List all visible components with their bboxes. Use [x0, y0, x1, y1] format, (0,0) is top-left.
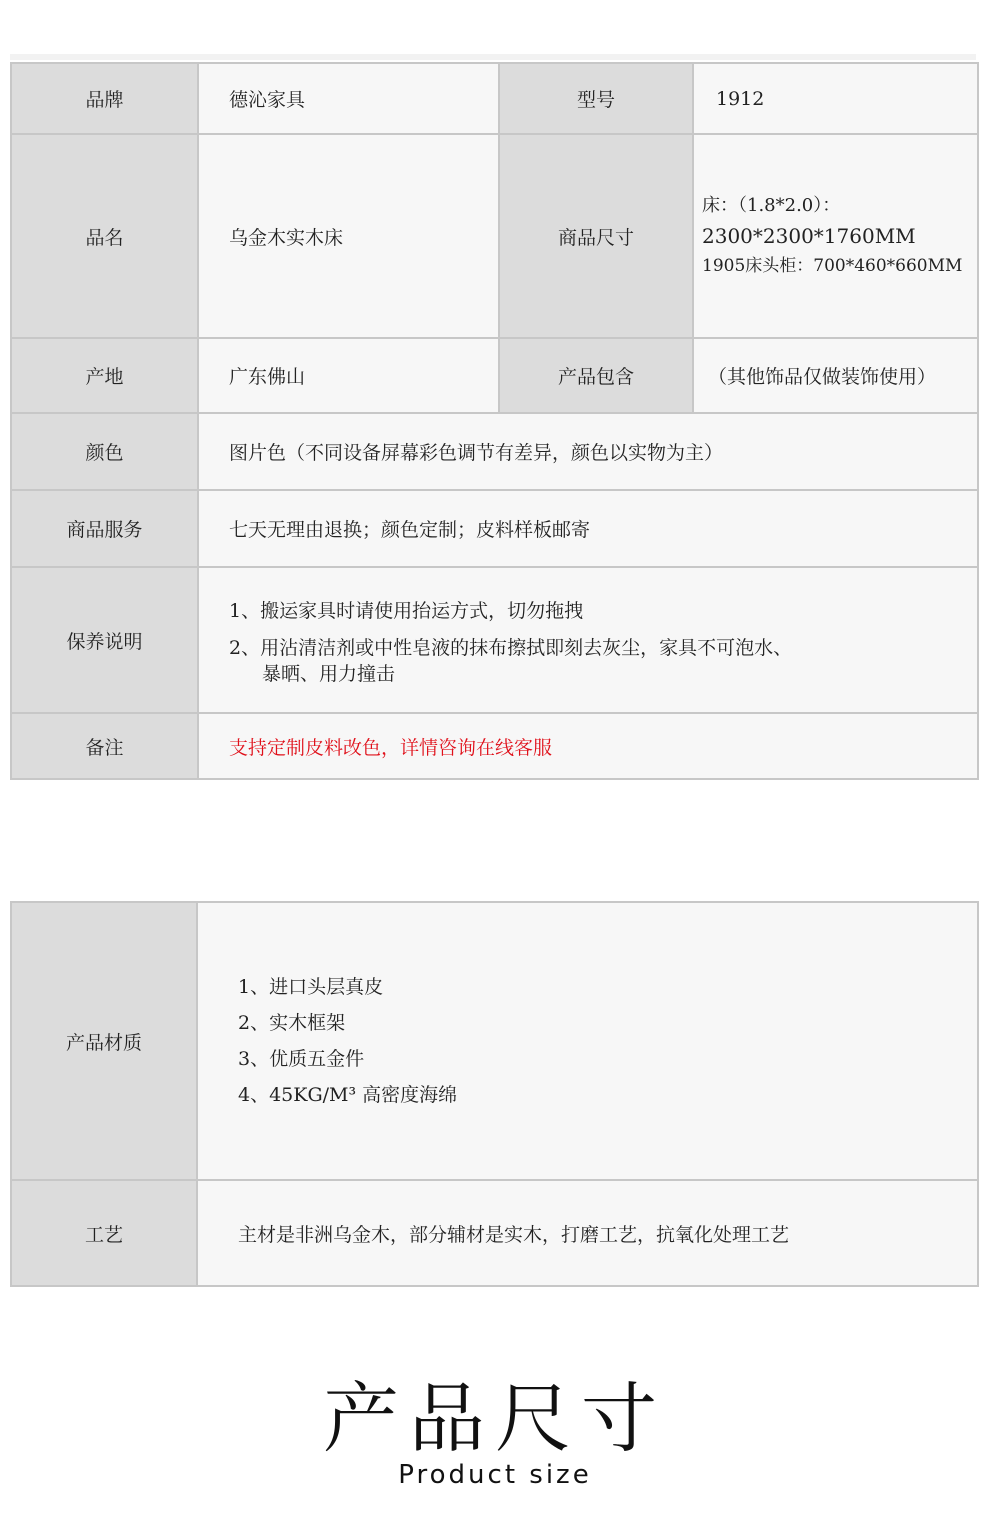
material-value [197, 902, 978, 1180]
material-label: 产品材质 [11, 902, 197, 1180]
service-value: 七天无理由退换；颜色定制；皮料样板邮寄 [198, 490, 978, 567]
size-label: 商品尺寸 [499, 134, 693, 338]
care-label: 保养说明 [11, 567, 198, 713]
material-line: 3、优质五金件 [238, 1048, 365, 1070]
service-label: 商品服务 [11, 490, 198, 567]
material-line: 4、45KG/M³ 高密度海绵 [238, 1084, 458, 1106]
model-value: 1912 [693, 63, 978, 134]
spec-table [10, 62, 979, 780]
note-label: 备注 [11, 713, 198, 779]
craft-label: 工艺 [11, 1180, 197, 1286]
product-name-label: 品名 [11, 134, 198, 338]
care-value [198, 567, 978, 713]
size-line: 床：（1.8*2.0）： [702, 195, 841, 216]
material-table [10, 901, 979, 1287]
care-line: 1、搬运家具时请使用抬运方式，切勿拖拽 [229, 600, 584, 622]
table-row [11, 490, 978, 567]
table-row [11, 567, 978, 713]
table-row [11, 338, 978, 413]
section-title-en: Product size [398, 1460, 592, 1490]
table-row [11, 63, 978, 134]
note-value: 支持定制皮料改色，详情咨询在线客服 [198, 713, 978, 779]
size-line: 2300*2300*1760MM [702, 224, 916, 248]
size-line: 1905床头柜：700*460*660MM [702, 256, 963, 276]
craft-value: 主材是非洲乌金木，部分辅材是实木，打磨工艺，抗氧化处理工艺 [197, 1180, 978, 1286]
origin-label: 产地 [11, 338, 198, 413]
table-row [11, 902, 978, 1180]
section-title-zh: 产品尺寸 [323, 1374, 667, 1463]
size-value [693, 134, 978, 338]
includes-label: 产品包含 [499, 338, 693, 413]
model-label: 型号 [499, 63, 693, 134]
color-label: 颜色 [11, 413, 198, 490]
product-name-value: 乌金木实木床 [198, 134, 499, 338]
color-value: 图片色（不同设备屏幕彩色调节有差异，颜色以实物为主） [198, 413, 978, 490]
table-row [11, 413, 978, 490]
table-row [11, 134, 978, 338]
material-line: 1、进口头层真皮 [238, 976, 384, 998]
material-line: 2、实木框架 [238, 1012, 346, 1034]
origin-value: 广东佛山 [198, 338, 499, 413]
top-divider [10, 54, 976, 60]
table-row [11, 1180, 978, 1286]
brand-label: 品牌 [11, 63, 198, 134]
care-line: 暴晒、用力撞击 [262, 663, 396, 685]
care-line: 2、用沾清洁剂或中性皂液的抹布擦拭即刻去灰尘，家具不可泡水、 [229, 637, 793, 659]
includes-value: （其他饰品仅做装饰使用） [693, 338, 978, 413]
brand-value: 德沁家具 [198, 63, 499, 134]
table-row [11, 713, 978, 779]
